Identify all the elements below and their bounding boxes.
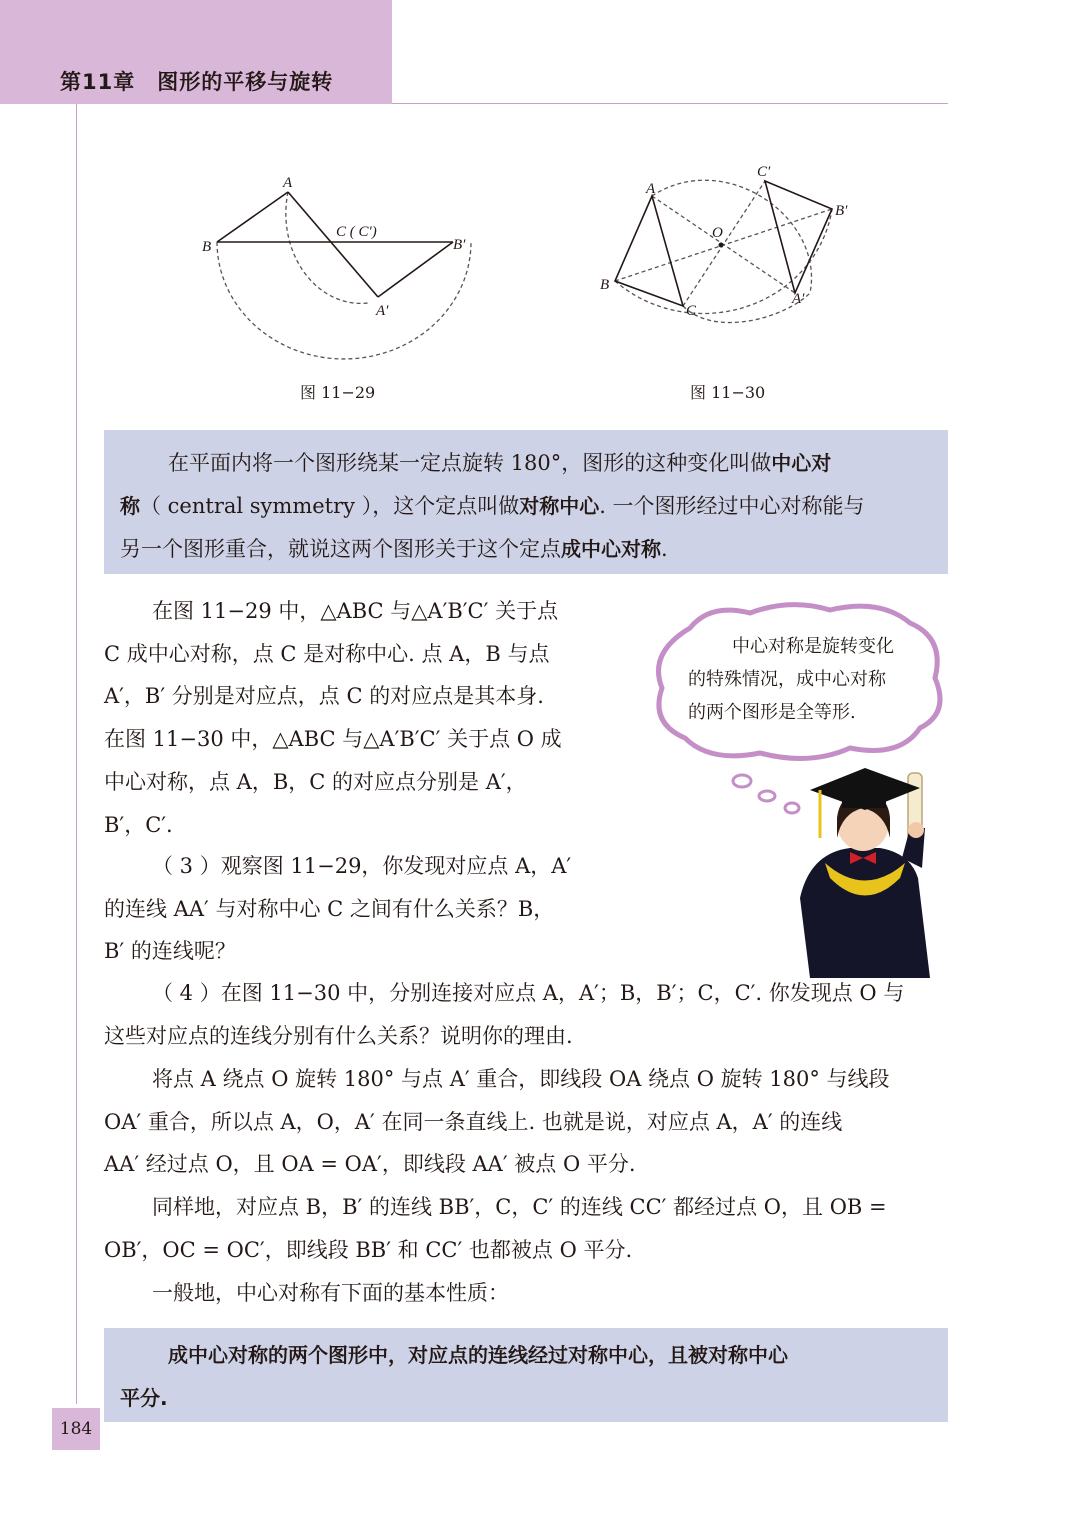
paragraph-3: （ 4 ）在图 11−30 中，分别连接对应点 A，A′；B，B′；C，C′. 你发现点 O 与 这些对应点的连线分别有什么关系？说明你的理由. (104, 981, 905, 1048)
arc-mid (652, 180, 812, 293)
gown (800, 848, 930, 978)
property-line-1: 成中心对称的两个图形中，对应点的连线经过对称中心，且被对称中心 (168, 1343, 788, 1367)
arc-inner (286, 192, 368, 303)
definition-line-3: 另一个图形重合，就说这两个图形关于这个定点成中心对称. (120, 537, 668, 561)
hand (908, 822, 924, 838)
figure-11-30 (595, 158, 865, 363)
segment-a2b2 (378, 242, 453, 297)
margin-line (76, 104, 77, 1404)
label-c-prime: C′ (757, 164, 771, 180)
label-a-prime: A′ (792, 291, 805, 307)
line-cc2 (683, 181, 765, 306)
label-b: B (202, 239, 212, 255)
graduate-student-illustration (790, 768, 940, 978)
paragraph-6: 一般地，中心对称有下面的基本性质： (152, 1281, 509, 1305)
label-a-prime: A′ (376, 303, 389, 319)
property-box (104, 1328, 948, 1422)
definition-line-2: 称（ central symmetry ），这个定点叫做对称中心. 一个图形经过中心对称能与 (120, 494, 865, 518)
property-line-2: 平分. (120, 1386, 168, 1410)
segment-ab (217, 192, 288, 242)
arc-inner (683, 293, 810, 323)
triangle-a2b2c2 (765, 181, 832, 293)
header-divider (392, 103, 948, 104)
page-number: 184 (52, 1408, 100, 1450)
label-c: C (686, 303, 697, 319)
label-b: B (600, 277, 610, 293)
segment-aa2 (288, 192, 378, 297)
definition-box (104, 430, 948, 574)
label-c: C ( C′) (336, 224, 377, 240)
paragraph-4: 将点 A 绕点 O 旋转 180° 与点 A′ 重合，即线段 OA 绕点 O 旋转 180° 与线段 OA′ 重合，所以点 A，O，A′ 在同一条直线上. 也就是说，对应点 A，A′ 的连线 AA′ 经过点 O，且 OA = OA′，即线段 AA′ 被点 O 平分. (104, 1067, 890, 1177)
cloud-bubble-1 (733, 775, 751, 787)
chapter-name: 图形的平移与旋转 (157, 70, 334, 94)
cloud-text: 中心对称是旋转变化 的特殊情况，成中心对称 的两个图形是全等形. (688, 636, 894, 723)
definition-line-1: 在平面内将一个图形绕某一定点旋转 180°，图形的这种变化叫做中心对 (168, 451, 832, 475)
cap-base (842, 794, 886, 808)
figure-11-29 (190, 165, 480, 370)
label-a: A (283, 175, 293, 191)
paragraph-2: （ 3 ）观察图 11−29，你发现对应点 A，A′ 的连线 AA′ 与对称中心 C 之间有什么关系？B， B′ 的连线呢？ (104, 854, 572, 964)
chapter-number: 第11章 (60, 70, 136, 94)
paragraph-5: 同样地，对应点 B，B′ 的连线 BB′，C，C′ 的连线 CC′ 都经过点 O，且 OB = OB′，OC = OC′，即线段 BB′ 和 CC′ 也都被点 O 平分. (104, 1195, 887, 1262)
triangle-abc (615, 196, 683, 306)
figure-11-30-caption: 图 11−30 (690, 383, 766, 402)
figure-11-29-caption: 图 11−29 (300, 383, 376, 402)
paragraph-1: 在图 11−29 中，△ABC 与△A′B′C′ 关于点 C 成中心对称，点 C 是对称中心. 点 A，B 与点 A′，B′ 分别是对应点，点 C 的对应点是其本身. 在图 11−30 中，△ABC 与△A′B′C′ 关于点 O 成 中心对称，点 A，B，C 的对应点分别是 A′， B′，C′. (104, 599, 562, 837)
center-o (719, 243, 724, 248)
label-b-prime: B′ (835, 203, 848, 219)
label-b-prime: B′ (453, 237, 466, 253)
label-a: A (646, 181, 656, 197)
label-o: O (712, 225, 723, 241)
chapter-title (60, 66, 333, 96)
cloud-bubble-2 (759, 791, 775, 801)
